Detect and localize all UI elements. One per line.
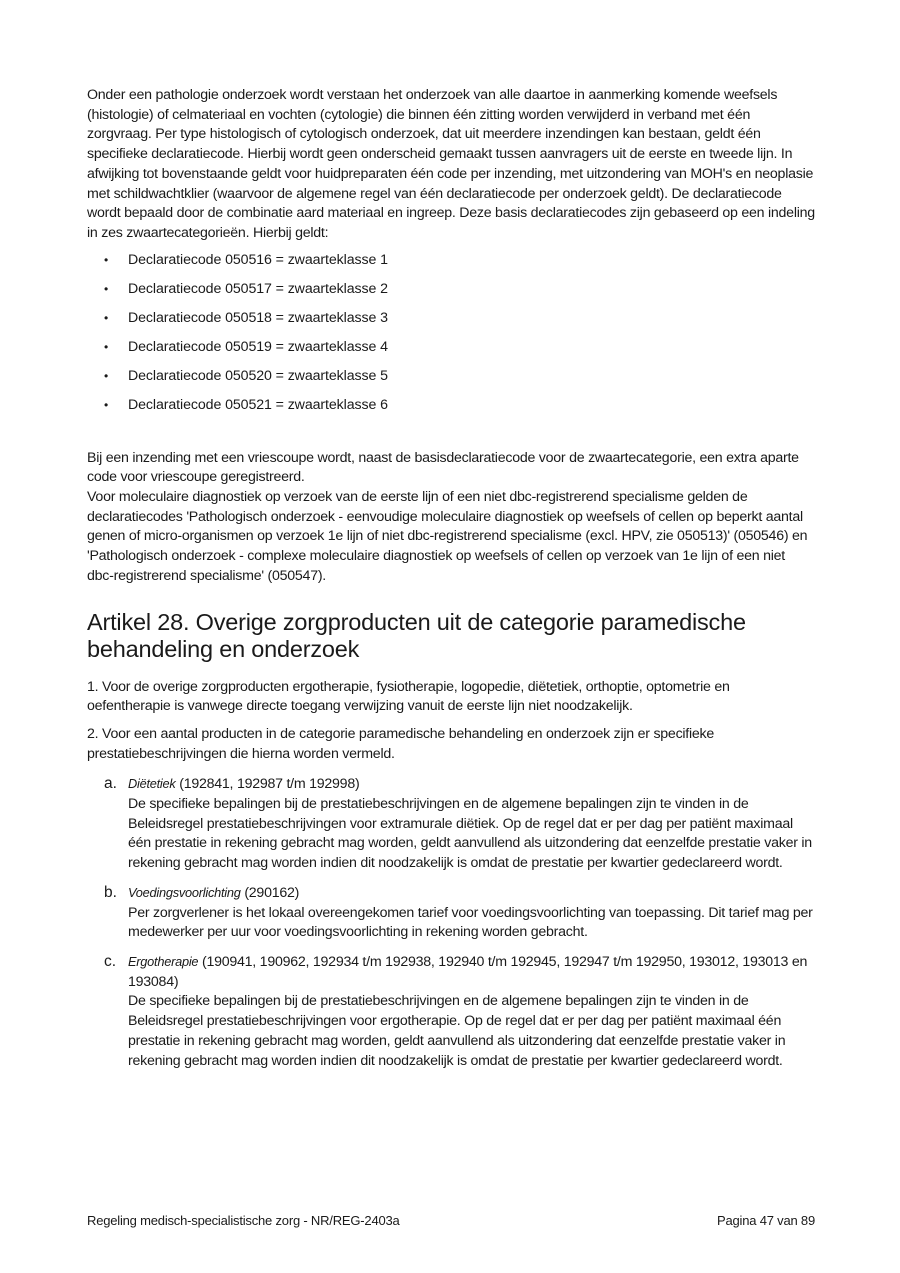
- article-point-1: 1. Voor de overige zorgproducten ergotherapie, fysiotherapie, logopedie, diëtetiek, orthoptie, optometrie en oefentherapie is vanwege directe toegang verwijzing vanuit de eerste lijn niet noodzakelijk.: [87, 678, 730, 715]
- product-codes: (190941, 190962, 192934 t/m 192938, 192940 t/m 192945, 192947 t/m 192950, 193012, 193013 en 193084): [128, 953, 808, 990]
- list-item-dietetiek: [87, 774, 815, 874]
- article-point-2: 2. Voor een aantal producten in de categorie paramedische behandeling en onderzoek zijn er specifieke prestatiebeschrijvingen die hierna worden vermeld.: [87, 725, 715, 762]
- list-item-voedingsvoorlichting: [87, 883, 815, 943]
- page-footer: [87, 1213, 815, 1228]
- list-item: • Declaratiecode 050520 = zwaarteklasse 5: [87, 367, 815, 396]
- document-page: [87, 86, 815, 1080]
- moleculair-paragraph: Voor moleculaire diagnostiek op verzoek van de eerste lijn of een niet dbc-registrerend specialisme gelden de declaratiecodes 'Pathologisch onderzoek - eenvoudige moleculaire diagnostiek op weefsels of cellen op beperkt aantal genen of micro-organismen op verzoek 1e lijn of niet dbc-registrerend specialisme (excl. HPV, zie 050513)' (050546) en 'Pathologisch onderzoek - complexe moleculaire diagnostiek op weefsels of cellen op verzoek van 1e lijn of een niet dbc-registrerend specialisme' (050547).: [87, 489, 808, 584]
- list-item: • Declaratiecode 050516 = zwaarteklasse 1: [87, 251, 815, 280]
- list-marker: c.: [104, 952, 117, 970]
- product-description: De specifieke bepalingen bij de prestatiebeschrijvingen en de algemene bepalingen zijn te vinden in de Beleidsregel prestatiebeschrijvingen voor extramurale diëtiek. Op de regel dat er per dag per patiënt maximaal één prestatie in rekening gebracht mag worden, geldt aanvullend als uitzondering dat eenzelfde prestatie vaker in rekening gebracht mag worden indien dit noodzakelijk is omdat de prestatie per kwartier gedeclareerd wordt.: [128, 796, 812, 872]
- product-description: Per zorgverlener is het lokaal overeengekomen tarief voor voedingsvoorlichting van toepassing. Dit tarief mag per medewerker per uur voor voedingsvoorlichting in rekening worden gebracht.: [128, 904, 813, 941]
- product-name: Diëtetiek: [128, 776, 176, 792]
- list-item-ergotherapie: [87, 952, 815, 1071]
- product-codes: (192841, 192987 t/m 192998): [175, 776, 360, 793]
- list-marker: a.: [104, 775, 117, 793]
- list-item: • Declaratiecode 050521 = zwaarteklasse 6: [87, 396, 815, 425]
- product-codes: (290162): [240, 884, 300, 901]
- bullet-icon: •: [104, 310, 109, 325]
- declaratiecode-list: [87, 251, 815, 425]
- bullet-icon: •: [104, 397, 109, 412]
- list-item: • Declaratiecode 050517 = zwaarteklasse 2: [87, 280, 815, 309]
- footer-page-number: Pagina 47 van 89: [717, 1213, 815, 1228]
- intro-paragraph: Onder een pathologie onderzoek wordt verstaan het onderzoek van alle daartoe in aanmerking komende weefsels (histologie) of celmateriaal en vochten (cytologie) die binnen één zitting worden verwijderd in verband met één zorgvraag. Per type histologisch of cytologisch onderzoek, dat uit meerdere inzendingen kan bestaan, geldt één specifieke declaratiecode. Hierbij wordt geen onderscheid gemaakt tussen aanvragers uit de eerste en tweede lijn. In afwijking tot bovenstaande geldt voor huidpreparaten één code per inzending, met uitzondering van MOH's en neoplasie met schildwachtklier (waarvoor de algemene regel van één declaratiecode per onderzoek geldt). De declaratiecode wordt bepaald door de combinatie aard materiaal en ingreep. Deze basis declaratiecodes zijn gebaseerd op een indeling in zes zwaartecategorieën. Hierbij geldt:: [87, 87, 815, 241]
- bullet-icon: •: [104, 368, 109, 383]
- bullet-icon: •: [104, 339, 109, 354]
- list-marker: b.: [104, 883, 117, 901]
- list-item: • Declaratiecode 050519 = zwaarteklasse 4: [87, 338, 815, 367]
- product-name: Ergotherapie: [128, 953, 199, 969]
- product-description: De specifieke bepalingen bij de prestatiebeschrijvingen en de algemene bepalingen zijn te vinden in de Beleidsregel prestatiebeschrijvingen voor ergotherapie. Op de regel dat er per dag per patiënt maximaal één prestatie in rekening gebracht mag worden, geldt aanvullend als uitzondering dat eenzelfde prestatie vaker in rekening gebracht mag worden indien dit noodzakelijk is omdat de prestatie per kwartier gedeclareerd wordt.: [128, 993, 786, 1069]
- bullet-icon: •: [104, 252, 109, 267]
- product-name: Voedingsvoorlichting: [128, 884, 241, 900]
- footer-document-title: Regeling medisch-specialistische zorg - NR/REG-2403a: [87, 1213, 400, 1228]
- bullet-icon: •: [104, 281, 109, 296]
- article-heading: Artikel 28. Overige zorgproducten uit de categorie paramedische behandeling en onderzoek: [87, 608, 746, 663]
- vriescoupe-paragraph: Bij een inzending met een vriescoupe wordt, naast de basisdeclaratiecode voor de zwaartecategorie, een extra aparte code voor vriescoupe geregistreerd.: [87, 449, 799, 486]
- list-item: • Declaratiecode 050518 = zwaarteklasse 3: [87, 309, 815, 338]
- product-list: [87, 774, 815, 1071]
